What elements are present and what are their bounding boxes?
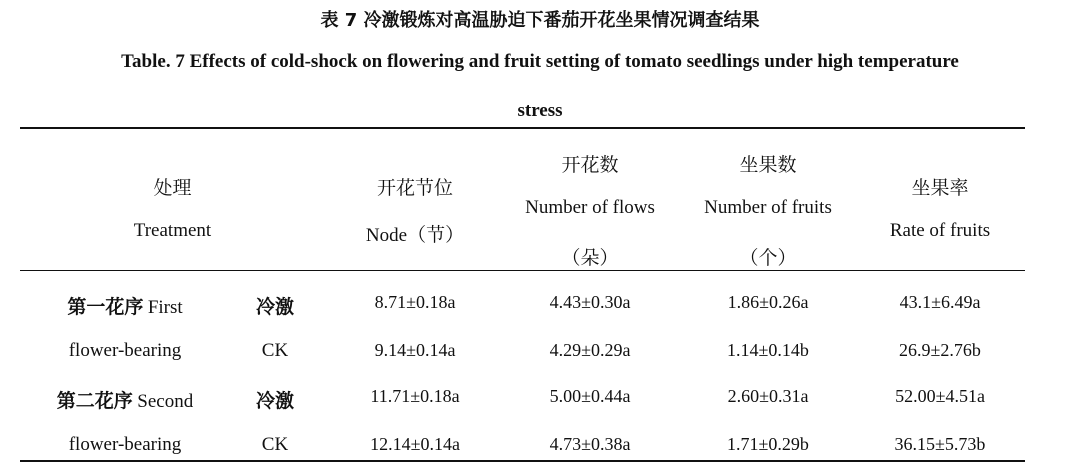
header-flows-unit: （朵） (561, 247, 619, 269)
group-label-second-line2: flower-bearing (68, 434, 182, 455)
cell-fruits: 2.60±0.31a (727, 386, 809, 406)
cell-flows: 4.29±0.29a (549, 340, 631, 360)
group-label-first-cn: 第一花序 (67, 296, 144, 318)
row-treatment: 冷激 (255, 296, 294, 318)
header-flows-cn: 开花数 (561, 154, 619, 176)
cell-fruits: 1.71±0.29b (727, 434, 809, 454)
cell-rate: 36.15±5.73b (894, 434, 986, 454)
cell-rate: 52.00±4.51a (895, 386, 985, 406)
cell-flows: 4.73±0.38a (549, 434, 631, 454)
header-rule (20, 270, 1025, 271)
header-treatment-cn: 处理 (153, 177, 192, 199)
header-node-en: Node（节） (365, 225, 465, 246)
row-treatment: CK (261, 340, 289, 361)
header-rate-en: Rate of fruits (889, 220, 991, 241)
cell-node: 8.71±0.18a (374, 292, 456, 312)
header-fruits-en: Number of fruits (704, 197, 832, 218)
bottom-rule (20, 460, 1025, 462)
group-label-second-en: Second (137, 391, 194, 412)
row-treatment: CK (261, 434, 289, 455)
cell-fruits: 1.14±0.14b (727, 340, 809, 360)
cell-rate: 26.9±2.76b (899, 340, 981, 360)
cell-node: 12.14±0.14a (370, 434, 460, 454)
table-caption-en: Table. 7 Effects of cold-shock on flowering and fruit setting of tomato seedlings under high temperature (121, 51, 959, 72)
header-flows-en: Number of flows (525, 197, 655, 218)
row-treatment: 冷激 (255, 390, 294, 412)
cell-flows: 5.00±0.44a (549, 386, 631, 406)
header-rate-cn: 坐果率 (911, 177, 969, 199)
cell-rate: 43.1±6.49a (899, 292, 981, 312)
header-fruits-unit: （个） (739, 247, 797, 269)
group-label-second-cn: 第二花序 (56, 390, 133, 412)
cell-node: 9.14±0.14a (374, 340, 456, 360)
group-label-first-line2: flower-bearing (68, 340, 182, 361)
table-caption-en-continued: stress (517, 100, 563, 121)
cell-node: 11.71±0.18a (370, 386, 460, 406)
cell-flows: 4.43±0.30a (549, 292, 631, 312)
cell-fruits: 1.86±0.26a (727, 292, 809, 312)
header-fruits-cn: 坐果数 (739, 154, 797, 176)
group-label-first-en: First (147, 297, 183, 318)
top-rule (20, 127, 1025, 129)
header-treatment-en: Treatment (133, 220, 212, 241)
group-label-second (40, 386, 210, 413)
group-label-first (45, 292, 205, 319)
table-caption-cn: 表 7 冷激锻炼对高温胁迫下番茄开花坐果情况调查结果 (320, 10, 760, 31)
header-node-cn: 开花节位 (376, 177, 453, 199)
